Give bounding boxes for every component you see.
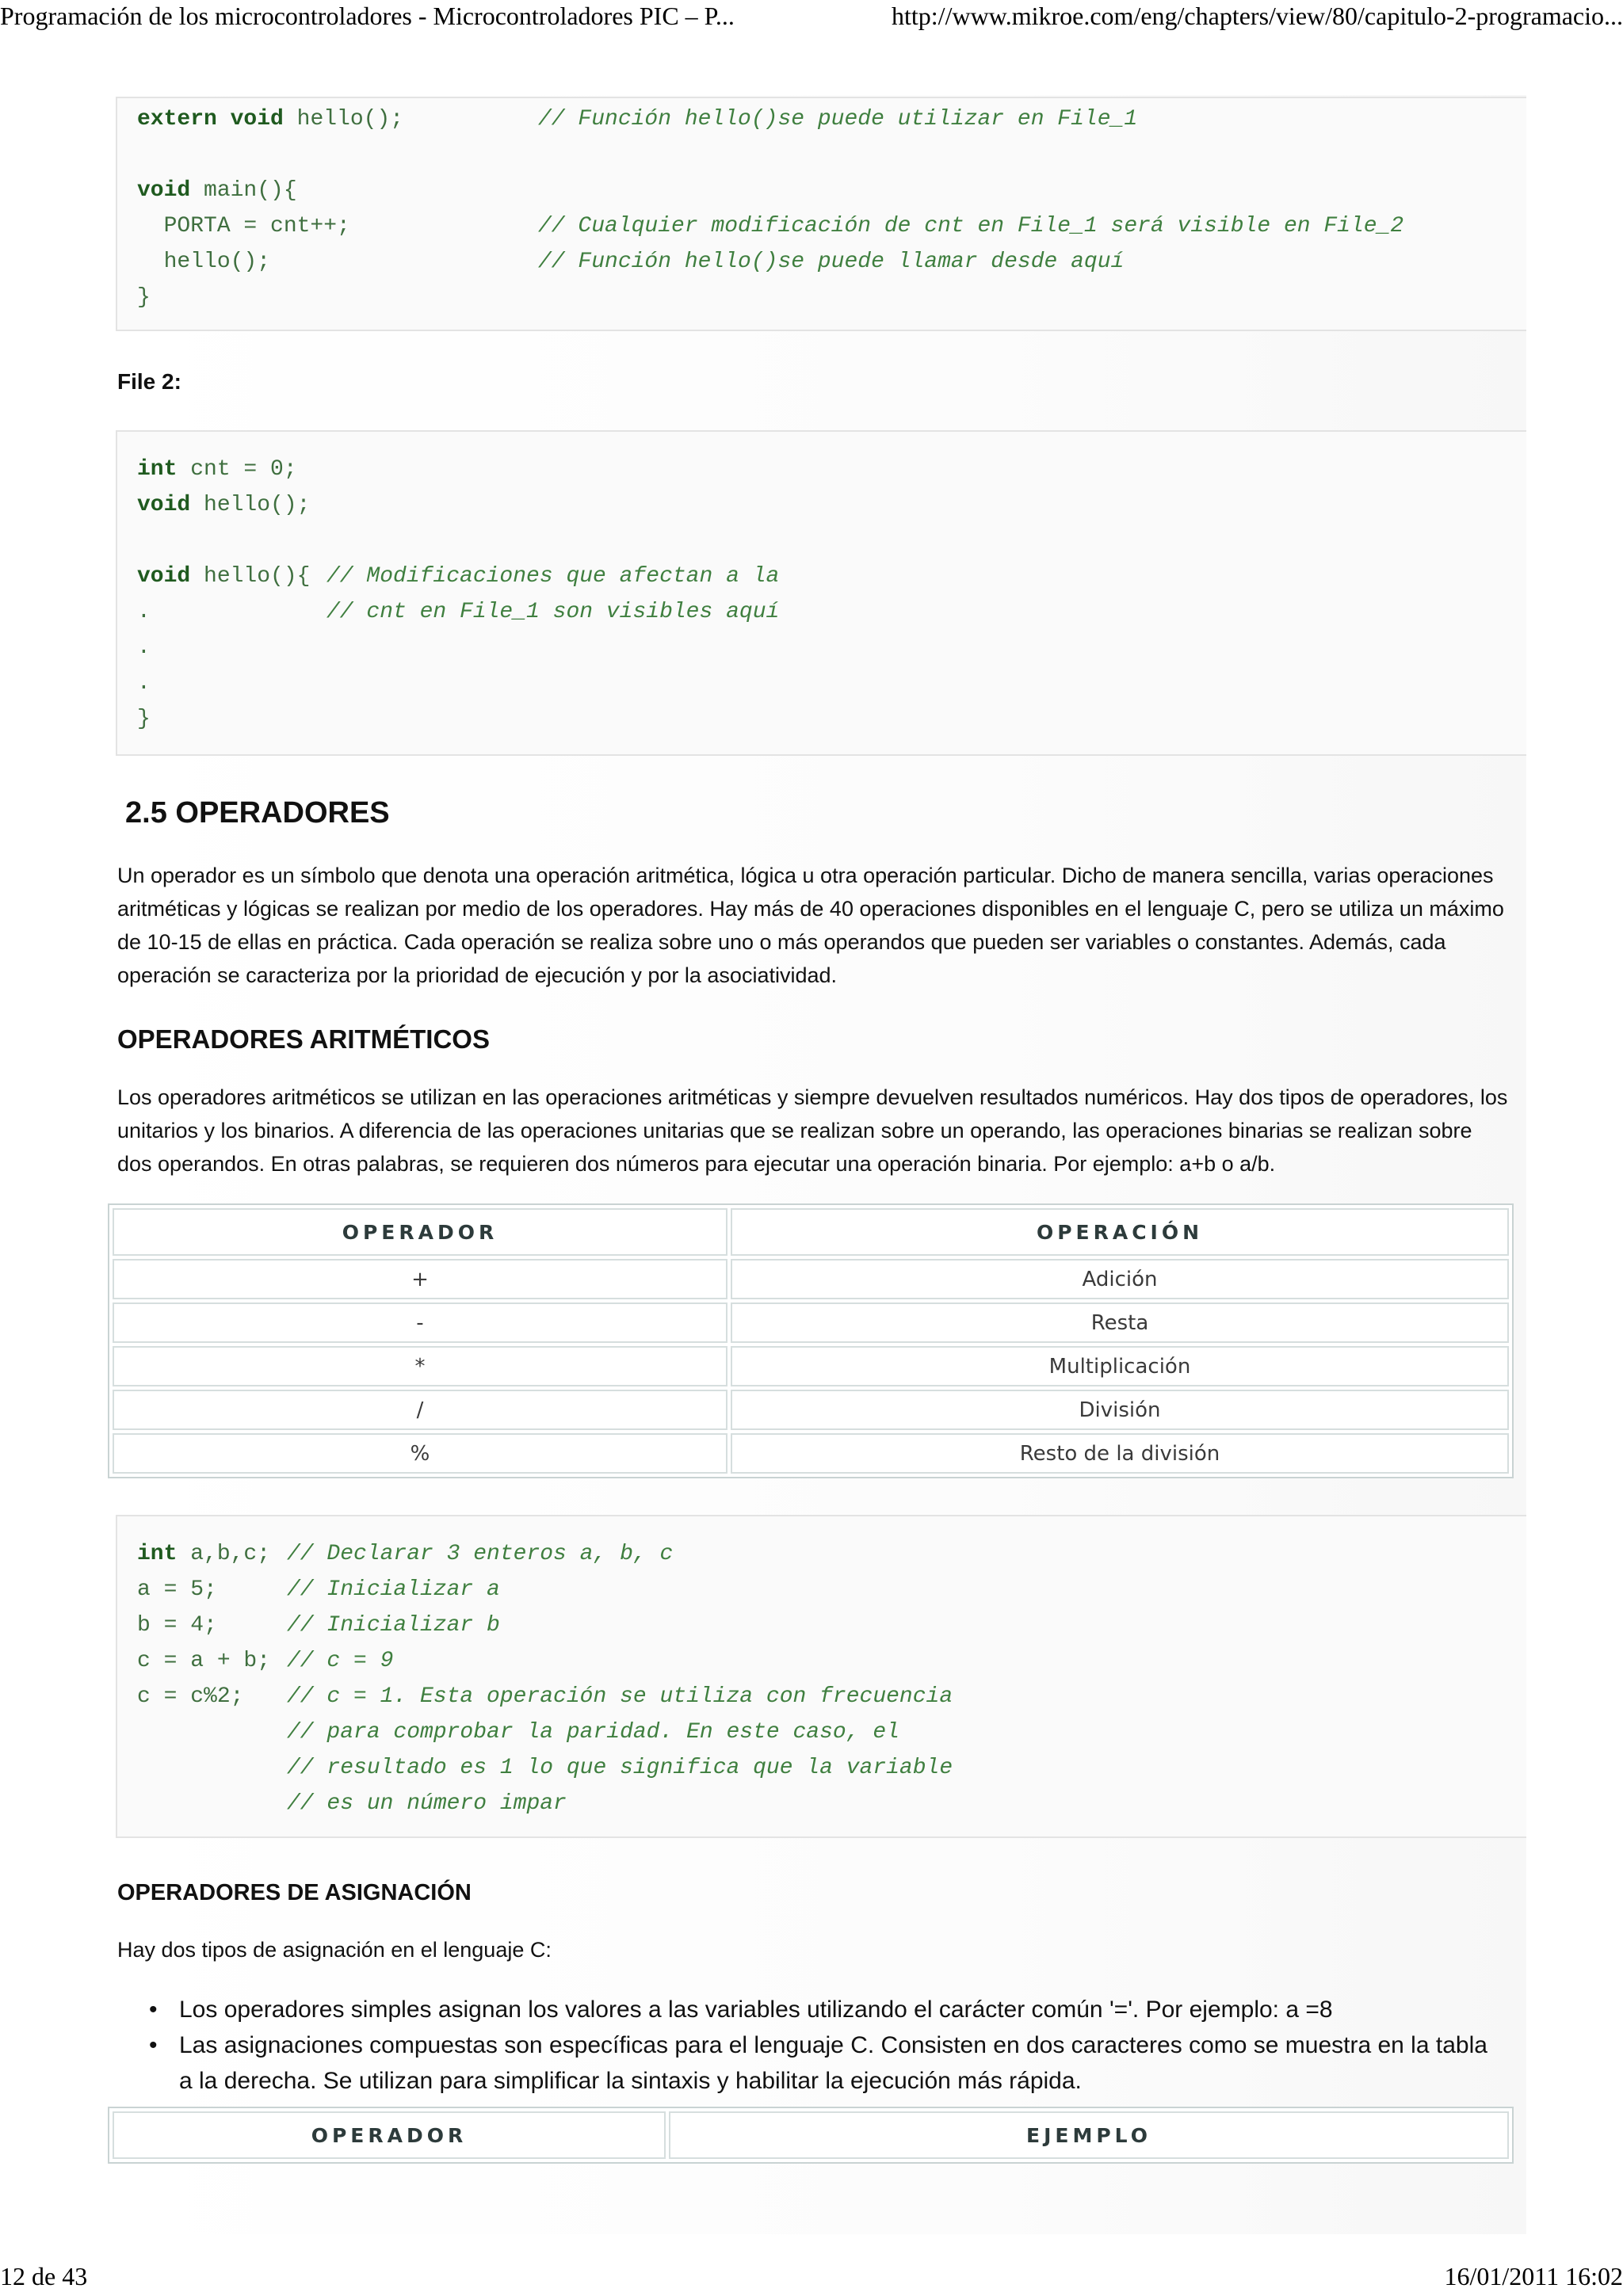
- code-line: extern void hello(); // Función hello()se puede utilizar en File_1: [137, 107, 1138, 132]
- column-header-operacion: OPERACIÓN: [731, 1208, 1509, 1256]
- code-line: int cnt = 0;: [137, 457, 297, 482]
- section-title-aritmeticos: OPERADORES ARITMÉTICOS: [117, 1024, 490, 1054]
- column-header-operador: OPERADOR: [113, 1208, 727, 1256]
- code-line: hello(); // Función hello()se puede llamar desde aquí: [137, 250, 1125, 274]
- asignacion-intro: Hay dos tipos de asignación en el lenguaje C:: [117, 1938, 552, 1962]
- code-line: void hello(){ // Modificaciones que afectan a la: [137, 564, 780, 589]
- table-row: [113, 1346, 1509, 1386]
- code-line: PORTA = cnt++; // Cualquier modificación de cnt en File_1 será visible en File_2: [137, 214, 1404, 238]
- assignment-operators-table: [108, 2107, 1514, 2164]
- code-line: [137, 523, 1526, 559]
- print-header: [0, 2, 1623, 31]
- operator-cell: /: [113, 1390, 727, 1430]
- code-block-arithmetic-example: [116, 1515, 1526, 1838]
- operadores-paragraph: Un operador es un símbolo que denota una operación aritmética, lógica u otra operación particular. Dicho de manera sencilla, varias operaciones aritméticas y lógicas se realizan por medio de los operadores. Hay más de 40 operaciones disponibles en el lenguaje C, pero se utiliza un máximo de 10-15 de ellas en práctica. Cada operación se realiza sobre uno o más operandos que pueden ser variables o constantes. Además, cada operación se caracteriza por la prioridad de ejecución y por la asociatividad.: [117, 864, 1504, 987]
- file2-label: File 2:: [117, 369, 181, 394]
- section-title-operadores: 2.5 OPERADORES: [125, 796, 390, 830]
- code-line: void hello();: [137, 493, 311, 517]
- code-line: }: [137, 285, 151, 310]
- operation-cell: Resta: [731, 1302, 1509, 1343]
- code-line: .: [137, 635, 151, 660]
- code-block-file2: [116, 430, 1526, 756]
- assignment-types-list: [149, 1992, 1496, 2099]
- code-line: // resultado es 1 lo que significa que la variable: [287, 1756, 953, 1780]
- code-line: int a,b,c; // Declarar 3 enteros a, b, c: [137, 1542, 674, 1566]
- arithmetic-operators-table: [108, 1203, 1514, 1478]
- code-line: // para comprobar la paridad. En este caso, el: [287, 1720, 899, 1745]
- code-line: a = 5; // Inicializar a: [137, 1577, 500, 1602]
- table-row: [113, 1433, 1509, 1474]
- code-line: // es un número impar: [287, 1791, 567, 1816]
- code-line: . // cnt en File_1 son visibles aquí: [137, 600, 780, 624]
- operator-cell: %: [113, 1433, 727, 1474]
- operator-cell: -: [113, 1302, 727, 1343]
- code-line: c = c%2; // c = 1. Esta operación se utiliza con frecuencia: [137, 1684, 953, 1709]
- code-line: }: [137, 707, 151, 731]
- table-header-row: [113, 1208, 1509, 1256]
- code-line: [137, 137, 1526, 173]
- column-header-ejemplo: EJEMPLO: [669, 2111, 1509, 2159]
- table-header-row: [113, 2111, 1509, 2159]
- code-line: c = a + b; // c = 9: [137, 1649, 394, 1673]
- print-footer: [0, 2262, 1623, 2291]
- list-item: • Las asignaciones compuestas son específicas para el lenguaje C. Consisten en dos caracteres como se muestra en la tabla a la derecha. Se utilizan para simplificar la sintaxis y habilitar la ejecución más rápida.: [149, 2027, 1496, 2099]
- print-header-title: Programación de los microcontroladores - Microcontroladores PIC – P...: [0, 2, 735, 30]
- aritmeticos-paragraph: Los operadores aritméticos se utilizan en las operaciones aritméticas y siempre devuelven resultados numéricos. Hay dos tipos de operadores, los unitarios y los binarios. A diferencia de las operaciones unitarias que se realizan sobre un operando, las operaciones binarias se realizan sobre dos operandos. En otras palabras, se requieren dos números para ejecutar una operación binaria. Por ejemplo: a+b o a/b.: [117, 1085, 1508, 1176]
- table-row: [113, 1302, 1509, 1343]
- operation-cell: Resto de la división: [731, 1433, 1509, 1474]
- column-header-operador: OPERADOR: [113, 2111, 666, 2159]
- code-block-file1: [116, 97, 1526, 331]
- operator-cell: +: [113, 1259, 727, 1299]
- table-row: [113, 1259, 1509, 1299]
- code-line: void main(){: [137, 178, 297, 203]
- code-line: b = 4; // Inicializar b: [137, 1613, 500, 1638]
- table-row: [113, 1390, 1509, 1430]
- operation-cell: Multiplicación: [731, 1346, 1509, 1386]
- operation-cell: Adición: [731, 1259, 1509, 1299]
- section-title-asignacion: OPERADORES DE ASIGNACIÓN: [117, 1880, 472, 1905]
- page-number: 12 de 43: [0, 2262, 88, 2290]
- print-header-url: http://www.mikroe.com/eng/chapters/view/80/capitulo-2-programacio...: [892, 2, 1623, 30]
- code-line: .: [137, 671, 151, 696]
- operation-cell: División: [731, 1390, 1509, 1430]
- operator-cell: *: [113, 1346, 727, 1386]
- print-datetime: 16/01/2011 16:02: [1444, 2262, 1623, 2290]
- list-item: • Los operadores simples asignan los valores a las variables utilizando el carácter común '='. Por ejemplo: a =8: [149, 1992, 1496, 2027]
